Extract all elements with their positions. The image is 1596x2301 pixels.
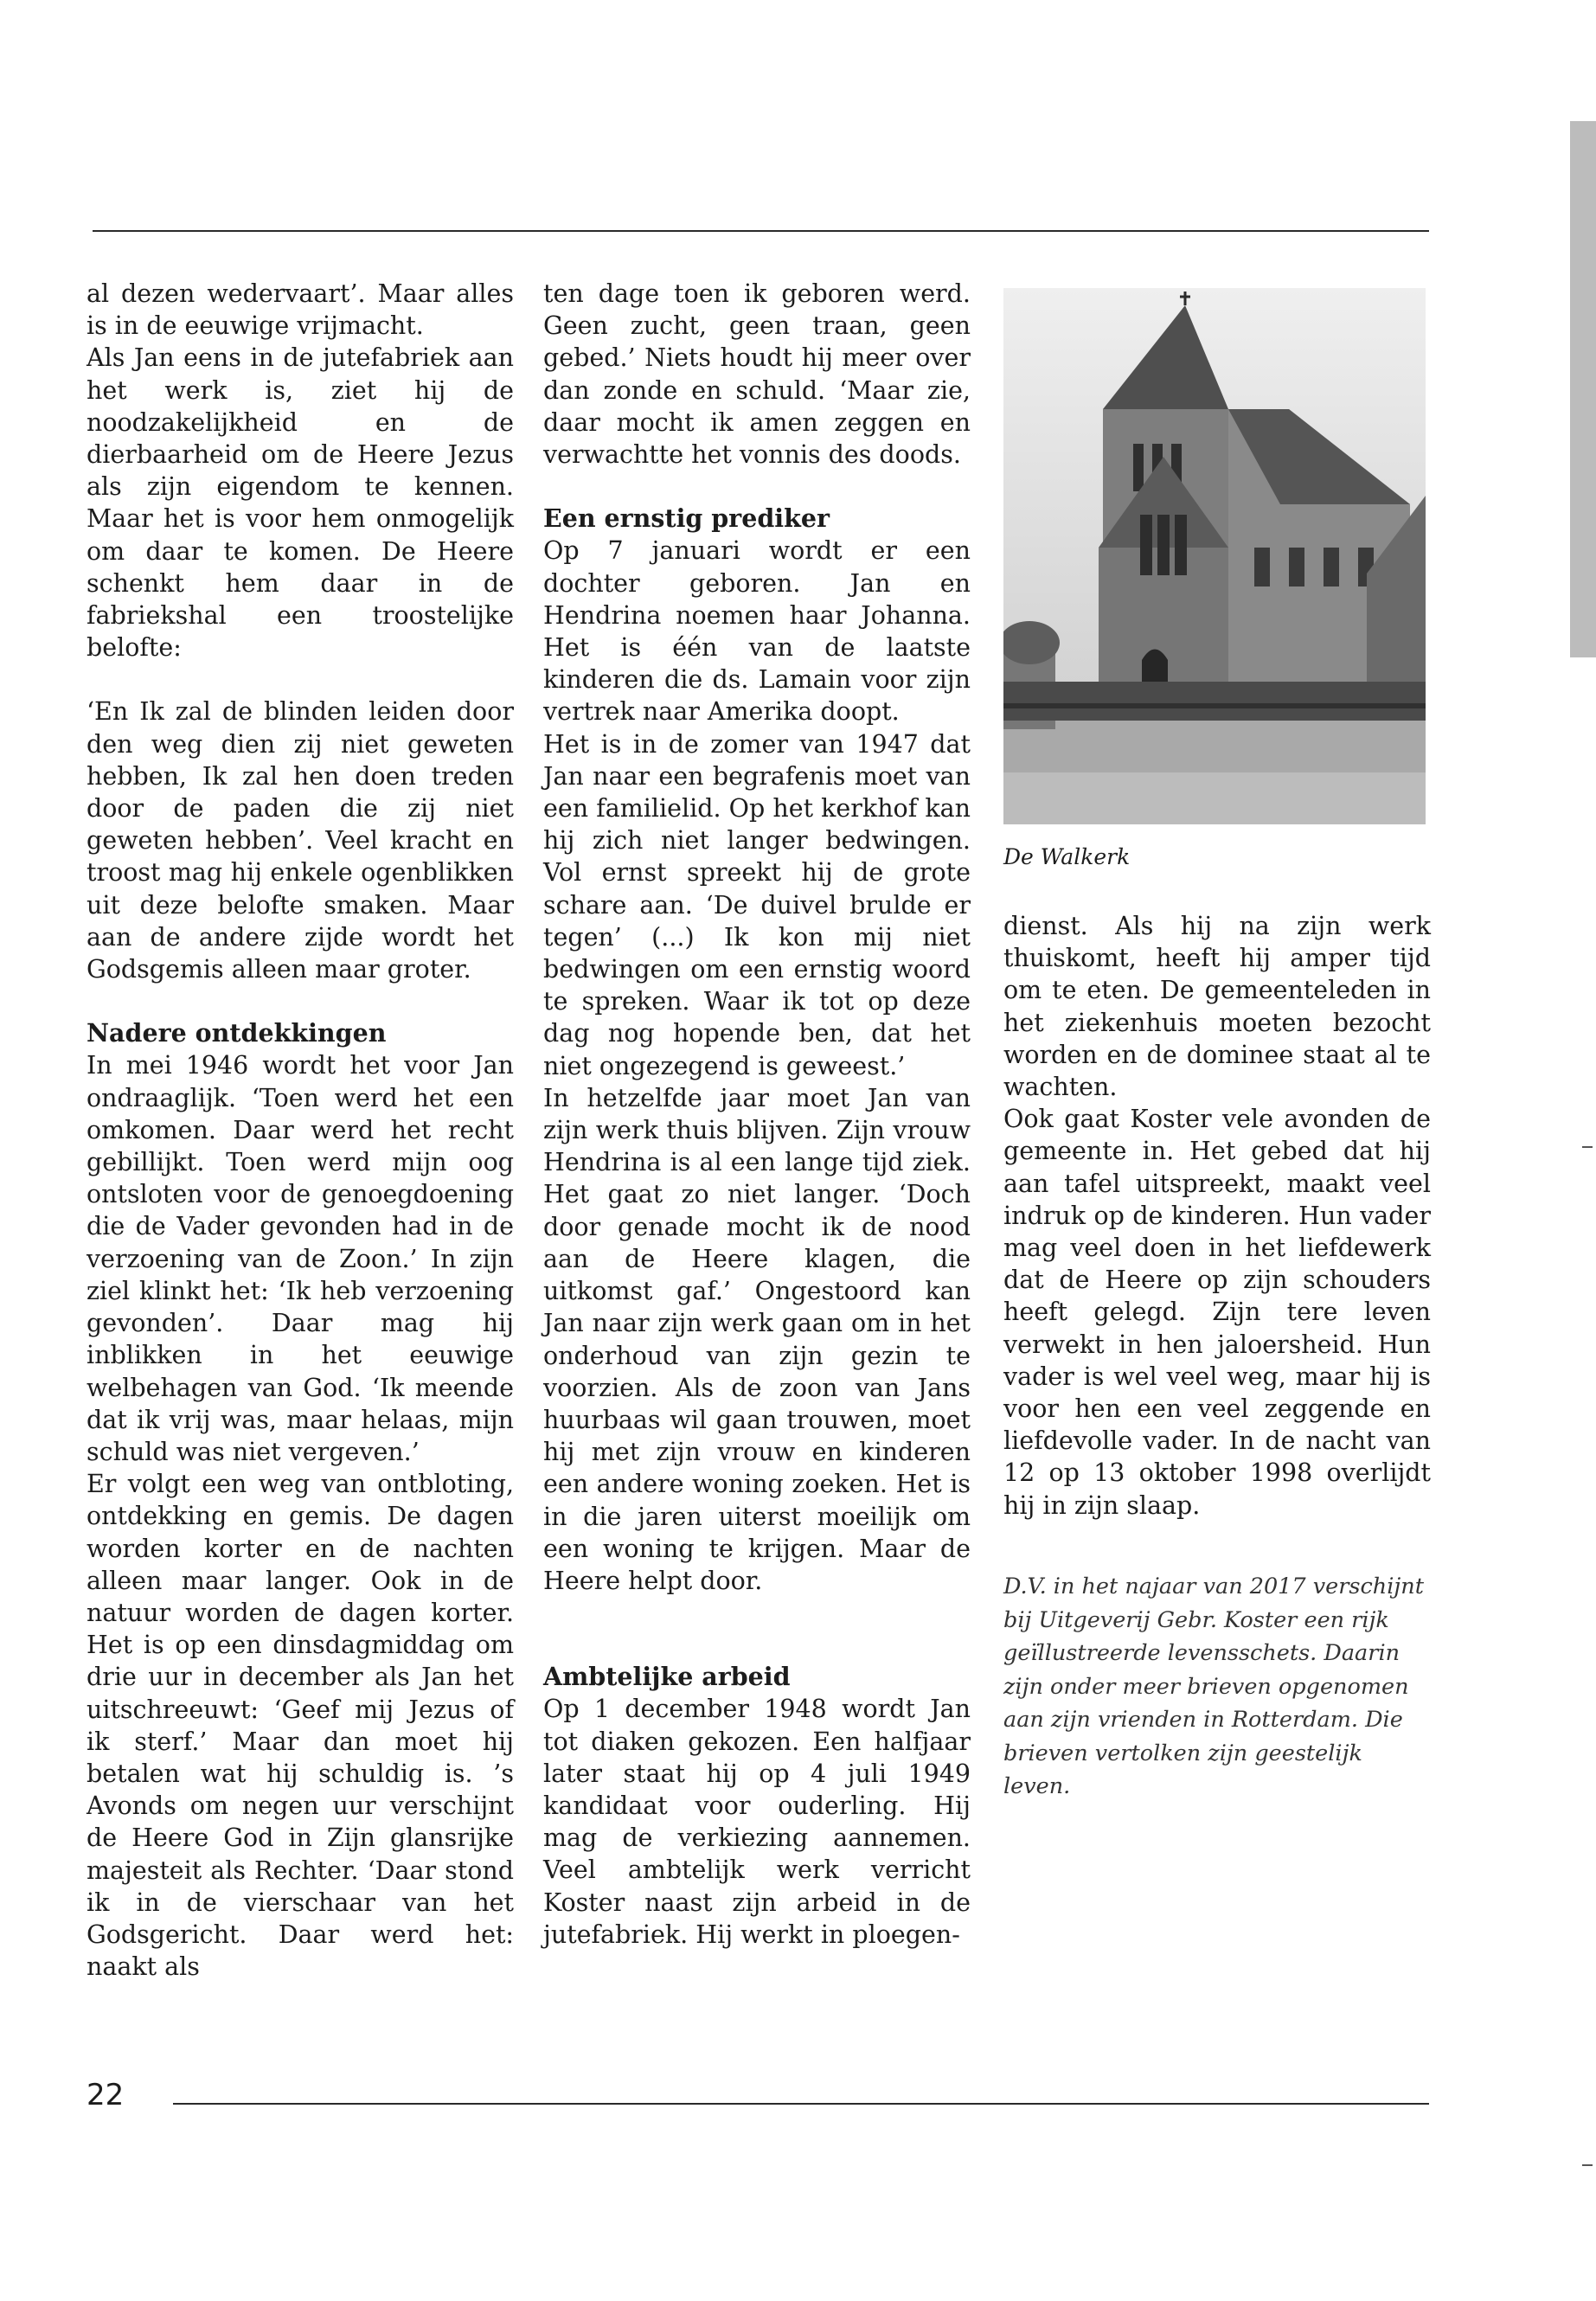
church-photo bbox=[1003, 288, 1426, 824]
paragraph: dienst. Als hij na zijn werk thuiskomt, heeft hij amper tijd om te eten. De gemeenteleden in het ziekenhuis moeten bezocht worden en de dominee staat al te wachten. bbox=[1003, 912, 1431, 1102]
text-column-1 bbox=[87, 278, 514, 1983]
paragraph: Als Jan eens in de jutefabriek aan het werk is, ziet hij de noodzakelijkheid en de dierbaarheid om de Heere Jezus als zijn eigendom te kennen. Maar het is voor hem onmogelijk om daar te komen. De Heere schenkt hem daar in de fabriekshal een troostelijke belofte: bbox=[87, 343, 514, 663]
edge-mark bbox=[1582, 1146, 1593, 1148]
paragraph: ten dage toen ik geboren werd. Geen zucht, geen traan, geen gebed.’ Niets houdt hij meer over dan zonde en schuld. ‘Maar zie, daar mocht ik amen zeggen en verwachtte het vonnis des doods. bbox=[543, 279, 971, 470]
paragraph: Op 1 december 1948 wordt Jan tot diaken gekozen. Een halfjaar later staat hij op 4 juli 1949 kandidaat voor ouderling. Hij mag de verkiezing aannemen. Veel ambtelijk werk verricht Koster naast zijn arbeid in de jutefabriek. Hij werkt in ploegen- bbox=[543, 1695, 971, 1949]
paragraph: ‘En Ik zal de blinden leiden door den weg dien zij niet geweten hebben, Ik zal hen doen treden door de paden die zij niet geweten hebben’. Veel kracht en troost mag hij enkele ogenblikken uit deze belofte smaken. Maar aan de andere zijde wordt het Godsgemis alleen maar groter. bbox=[87, 697, 514, 984]
text-column-3 bbox=[1003, 910, 1431, 1522]
section-heading: Nadere ontdekkingen bbox=[87, 1018, 387, 1048]
paragraph: al dezen wedervaart’. Maar alles is in de eeuwige vrijmacht. bbox=[87, 279, 514, 341]
paragraph: Ook gaat Koster vele avonden de gemeente in. Het gebed dat hij aan tafel uitspreekt, maakt veel indruk op de kinderen. Hun vader mag veel doen in het liefdewerk dat de Heere op zijn schouders heeft gelegd. Zijn tere leven verwekt in hen jaloersheid. Hun vader is wel veel weg, maar hij is voor hen een veel zeggende en liefdevolle vader. In de nacht van 12 op 13 oktober 1998 overlijdt hij in zijn slaap. bbox=[1003, 1105, 1431, 1520]
paragraph-gap bbox=[543, 1597, 971, 1629]
edge-mark bbox=[1582, 2164, 1593, 2166]
paragraph-gap bbox=[87, 663, 514, 695]
paragraph-gap bbox=[87, 985, 514, 1017]
adjacent-page-edge bbox=[1570, 121, 1596, 657]
text-column-2 bbox=[543, 278, 971, 1951]
paragraph: Er volgt een weg van ontbloting, ontdekking en gemis. De dagen worden korter en de nachten alleen maar langer. Ook in de natuur worden de dagen korter. Het is op een dinsdagmiddag om drie uur in december als Jan het uitschreeuwt: ‘Geef mij Jezus of ik sterf.’ Maar dan moet hij betalen wat hij schuldig is. ’s Avonds om negen uur verschijnt de Heere God in Zijn glansrijke majesteit als Rechter. ‘Daar stond ik in de vierschaar van het Godsgericht. Daar werd het: naakt als bbox=[87, 1470, 514, 1982]
paragraph-gap bbox=[543, 1629, 971, 1661]
section-heading: Een ernstig prediker bbox=[543, 503, 830, 534]
section-heading: Ambtelijke arbeid bbox=[543, 1662, 791, 1692]
header-rule bbox=[93, 230, 1429, 232]
church-illustration bbox=[1003, 288, 1426, 824]
publication-note: D.V. in het najaar van 2017 verschijnt bij Uitgeverij Gebr. Koster een rijk geïllustreerde levensschets. Daarin zijn onder meer brieven opgenomen aan zijn vrienden in Rotterdam. Die brieven vertolken zijn geestelijk leven. bbox=[1003, 1574, 1424, 1799]
page-number: 22 bbox=[87, 2078, 125, 2112]
footer-rule bbox=[173, 2103, 1429, 2105]
paragraph: In hetzelfde jaar moet Jan van zijn werk thuis blijven. Zijn vrouw Hendrina is al een lange tijd ziek. Het gaat zo niet langer. ‘Doch door genade mocht ik de nood aan de Heere klagen, die uitkomst gaf.’ Ongestoord kan Jan naar zijn werk gaan om in het onderhoud van zijn gezin te voorzien. Als de zoon van Jans huurbaas wil gaan trouwen, moet hij met zijn vrouw en kinderen een andere woning zoeken. Het is in die jaren uiterst moeilijk om een woning te krijgen. Maar de Heere helpt door. bbox=[543, 1083, 971, 1595]
photo-caption: De Walkerk bbox=[1003, 844, 1131, 869]
paragraph: Het is in de zomer van 1947 dat Jan naar een begrafenis moet van een familielid. Op het kerkhof kan hij zich niet langer bedwingen. Vol ernst spreekt hij de grote schare aan. ‘De duivel brulde er tegen’ (...) Ik kon mij niet bedwingen om een ernstig woord te spreken. Waar ik tot op deze dag nog hopende ben, dat het niet ongezegend is geweest.’ bbox=[543, 729, 971, 1080]
paragraph: Op 7 januari wordt er een dochter geboren. Jan en Hendrina noemen haar Johanna. Het is één van de laatste kinderen die ds. Lamain voor zijn vertrek naar Amerika doopt. bbox=[543, 536, 971, 727]
paragraph-gap bbox=[543, 471, 971, 503]
paragraph: In mei 1946 wordt het voor Jan ondraaglijk. ‘Toen werd het een omkomen. Daar werd het recht gebillijkt. Toen werd mijn oog ontsloten voor de genoegdoening die de Vader gevonden had in de verzoening van de Zoon.’ In zijn ziel klinkt het: ‘Ik heb verzoening gevonden’. Daar mag hij inblikken in het eeuwige welbehagen van God. ‘Ik meende dat ik vrij was, maar helaas, mijn schuld was niet vergeven.’ bbox=[87, 1051, 514, 1466]
